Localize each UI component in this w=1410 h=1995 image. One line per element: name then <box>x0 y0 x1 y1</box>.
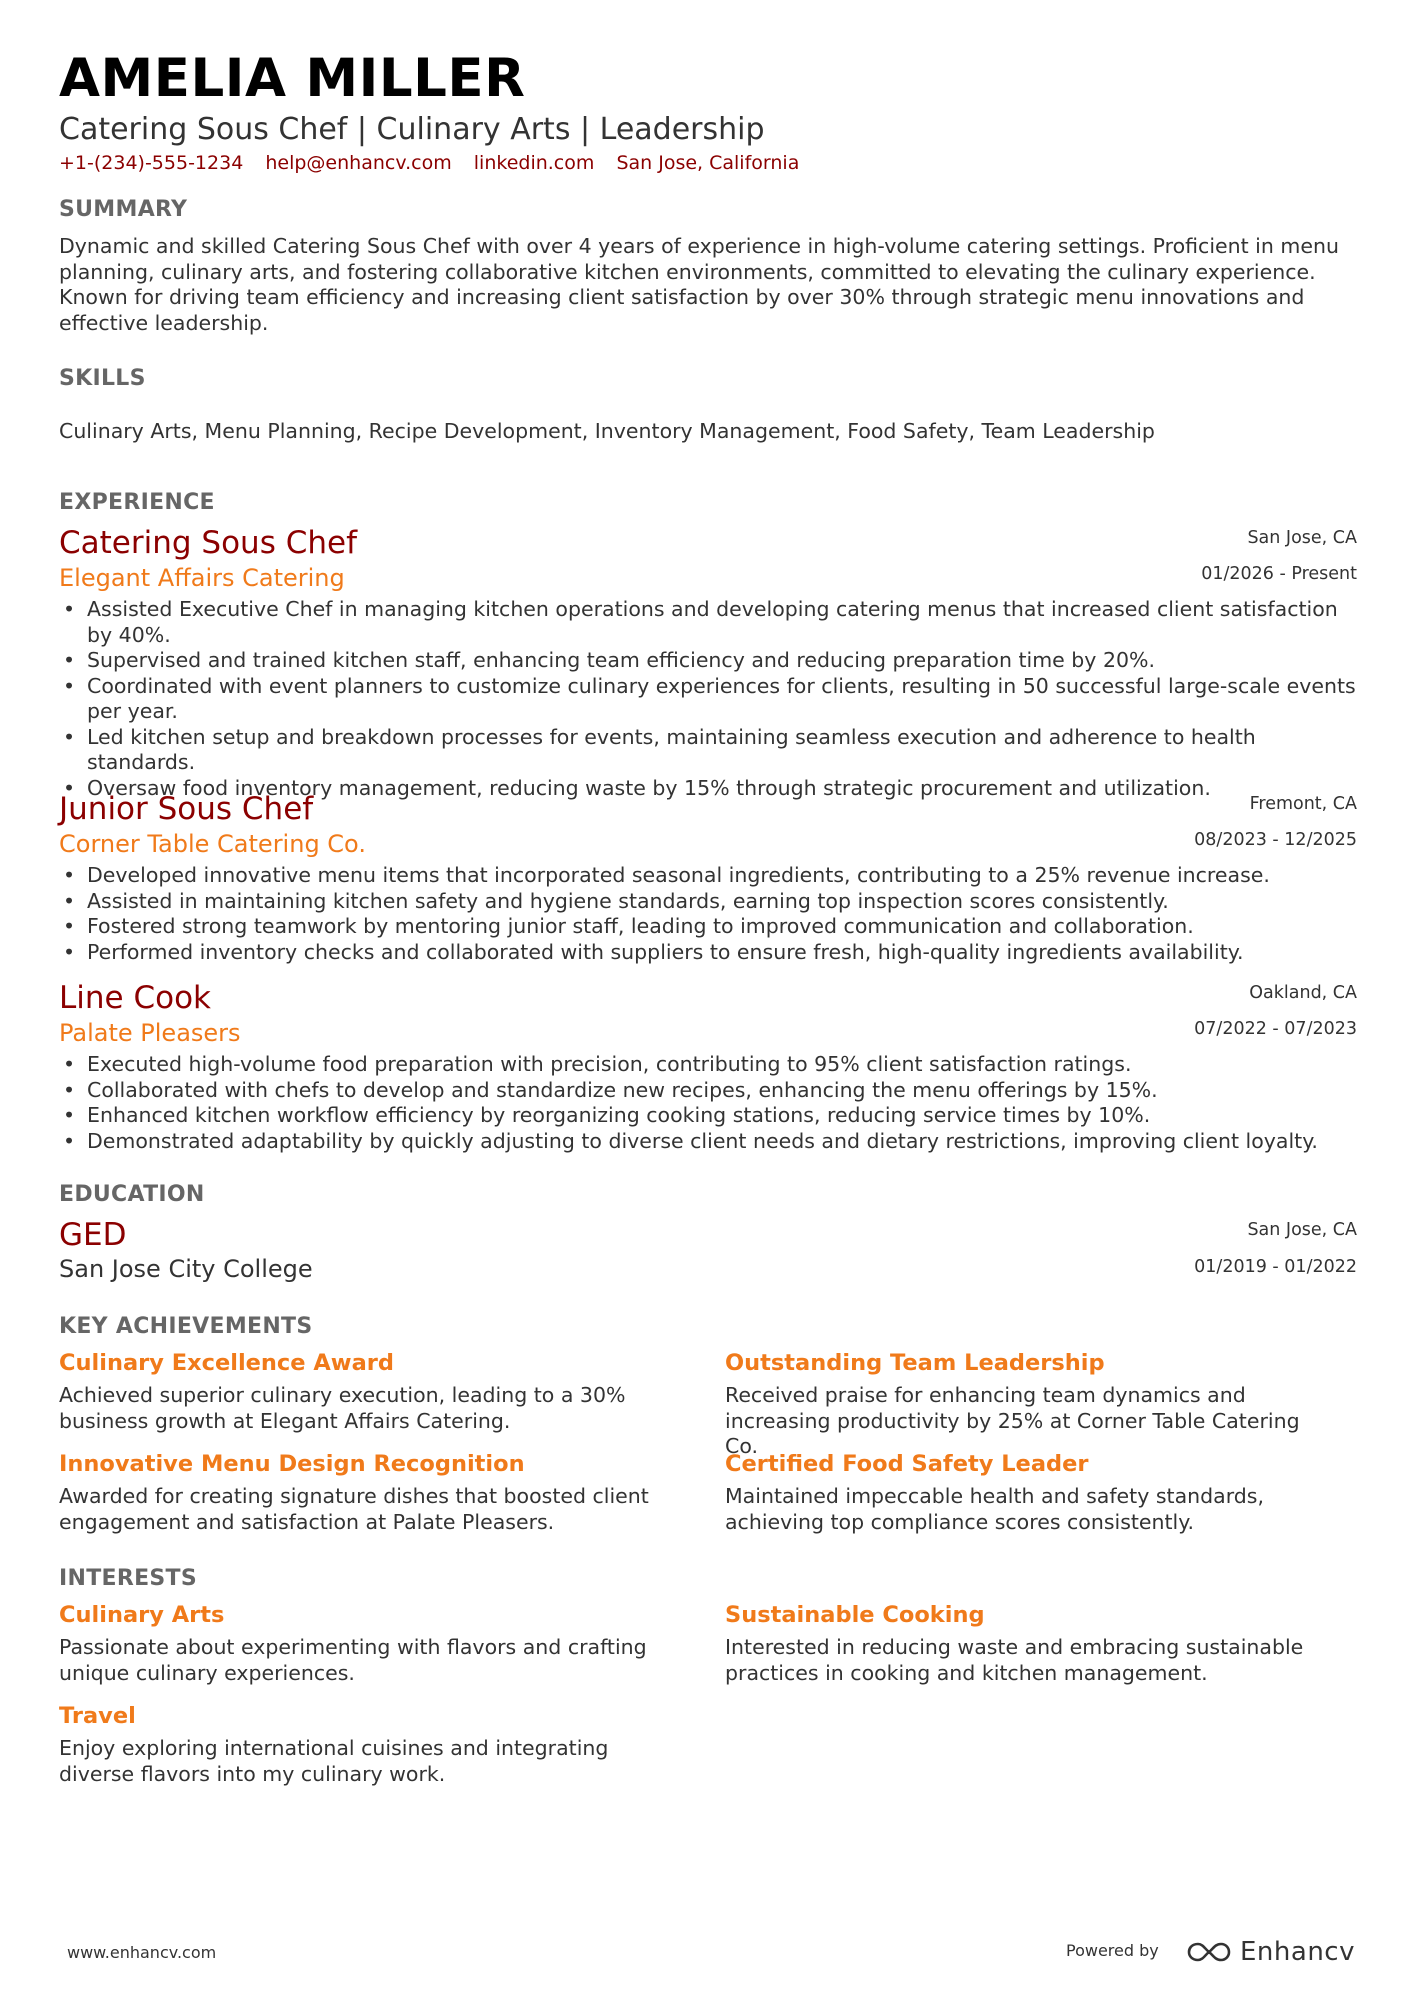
job-location: Oakland, CA <box>1249 983 1357 1003</box>
list-item: • Coordinated with event planners to customize culinary experiences for clients, resulting in 50 successful large-scale events per year. <box>59 674 1359 725</box>
list-item: • Collaborated with chefs to develop and standardize new recipes, enhancing the menu offerings by 15%. <box>59 1078 1359 1104</box>
footer-website-link[interactable]: www.enhancv.com <box>67 1943 217 1962</box>
achievement-title: Certified Food Safety Leader <box>725 1451 1089 1477</box>
interest-title: Travel <box>59 1703 136 1729</box>
job-dates: 01/2026 - Present <box>1201 564 1357 584</box>
interest-title: Sustainable Cooking <box>725 1602 985 1628</box>
education-heading: EDUCATION <box>59 1182 205 1207</box>
achievement-title: Outstanding Team Leadership <box>725 1350 1105 1376</box>
candidate-title: Catering Sous Chef | Culinary Arts | Leadership <box>59 112 765 147</box>
job-dates: 08/2023 - 12/2025 <box>1194 830 1357 850</box>
enhancv-logo-icon <box>1186 1940 1232 1964</box>
list-item: • Demonstrated adaptability by quickly adjusting to diverse client needs and dietary restrictions, improving client loyalty. <box>59 1129 1359 1155</box>
job-company: Palate Pleasers <box>59 1019 241 1047</box>
list-item: • Executed high-volume food preparation with precision, contributing to 95% client satisfaction ratings. <box>59 1052 1359 1078</box>
enhancv-logo[interactable] <box>1186 1934 1355 1970</box>
achievement-desc: Received praise for enhancing team dynamics and increasing productivity by 25% at Corner Table Catering Co. <box>725 1383 1300 1458</box>
linkedin-link[interactable]: linkedin.com <box>473 152 595 174</box>
list-item: • Fostered strong teamwork by mentoring junior staff, leading to improved communication and collaboration. <box>59 914 1359 940</box>
list-item: • Led kitchen setup and breakdown processes for events, maintaining seamless execution and adherence to health standards. <box>59 725 1359 776</box>
job-title: Line Cook <box>59 980 211 1016</box>
education-degree: GED <box>59 1217 127 1253</box>
job-company: Elegant Affairs Catering <box>59 564 345 592</box>
education-location: San Jose, CA <box>1247 1220 1357 1240</box>
interest-desc: Enjoy exploring international cuisines and integrating diverse flavors into my culinary work. <box>59 1736 609 1786</box>
job-bullets <box>59 1052 1359 1154</box>
job-bullets <box>59 863 1359 965</box>
achievement-title: Innovative Menu Design Recognition <box>59 1451 525 1477</box>
list-item: • Supervised and trained kitchen staff, enhancing team efficiency and reducing preparation time by 20%. <box>59 648 1359 674</box>
email-link[interactable]: help@enhancv.com <box>265 152 452 174</box>
list-item: • Enhanced kitchen workflow efficiency by reorganizing cooking stations, reducing service times by 10%. <box>59 1103 1359 1129</box>
job-title: Catering Sous Chef <box>59 525 357 561</box>
list-item: • Performed inventory checks and collaborated with suppliers to ensure fresh, high-quality ingredients availability. <box>59 940 1359 966</box>
experience-heading: EXPERIENCE <box>59 490 215 515</box>
skills-heading: SKILLS <box>59 366 146 391</box>
list-item: • Developed innovative menu items that incorporated seasonal ingredients, contributing to a 25% revenue increase. <box>59 863 1359 889</box>
job-location: San Jose, CA <box>1247 528 1357 548</box>
achievement-title: Culinary Excellence Award <box>59 1350 394 1376</box>
list-item: • Assisted in maintaining kitchen safety and hygiene standards, earning top inspection scores consistently. <box>59 889 1359 915</box>
list-item: • Assisted Executive Chef in managing kitchen operations and developing catering menus that increased client satisfaction by 40%. <box>59 597 1359 648</box>
job-bullets <box>59 597 1359 801</box>
job-title: Junior Sous Chef <box>59 791 314 827</box>
summary-heading: SUMMARY <box>59 197 188 222</box>
phone-link[interactable]: +1-(234)-555-1234 <box>59 152 244 174</box>
achievement-desc: Maintained impeccable health and safety standards, achieving top compliance scores consistently. <box>725 1484 1264 1534</box>
candidate-name: AMELIA MILLER <box>59 48 526 109</box>
interest-desc: Passionate about experimenting with flavors and crafting unique culinary experiences. <box>59 1635 647 1685</box>
job-location: Fremont, CA <box>1249 794 1357 814</box>
job-dates: 07/2022 - 07/2023 <box>1194 1019 1357 1039</box>
contact-info <box>59 151 815 175</box>
skills-text: Culinary Arts, Menu Planning, Recipe Development, Inventory Management, Food Safety, Team Leadership <box>59 419 1155 443</box>
education-dates: 01/2019 - 01/2022 <box>1194 1257 1357 1277</box>
enhancv-brand-text: Enhancv <box>1240 1937 1355 1967</box>
interest-desc: Interested in reducing waste and embracing sustainable practices in cooking and kitchen management. <box>725 1635 1304 1685</box>
achievement-desc: Achieved superior culinary execution, leading to a 30% business growth at Elegant Affairs Catering. <box>59 1383 626 1433</box>
education-school: San Jose City College <box>59 1255 313 1283</box>
interest-title: Culinary Arts <box>59 1602 225 1628</box>
location-text: San Jose, California <box>616 152 800 174</box>
footer-powered-by: Powered by <box>1066 1941 1159 1960</box>
list-item: • Oversaw food inventory management, reducing waste by 15% through strategic procurement and utilization. <box>59 776 1359 802</box>
interests-heading: INTERESTS <box>59 1566 197 1591</box>
summary-text: Dynamic and skilled Catering Sous Chef with over 4 years of experience in high-volume catering settings. Proficient in menu planning, culinary arts, and fostering collaborative kitchen environments, committed to elevating the culinary experience. Known for driving team efficiency and increasing client satisfaction by over 30% through strategic menu innovations and effective leadership. <box>59 234 1339 335</box>
achievement-desc: Awarded for creating signature dishes that boosted client engagement and satisfaction at Palate Pleasers. <box>59 1484 649 1534</box>
achievements-heading: KEY ACHIEVEMENTS <box>59 1314 313 1339</box>
job-company: Corner Table Catering Co. <box>59 830 366 858</box>
